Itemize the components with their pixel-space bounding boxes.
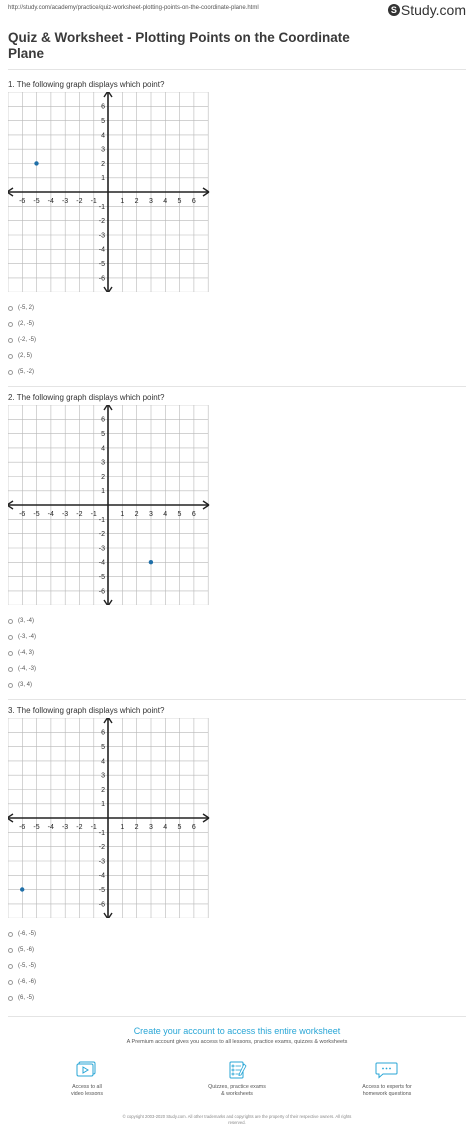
y-tick-label: -4	[98, 246, 105, 254]
feature-video-lessons	[32, 1060, 142, 1098]
x-tick-label: -3	[61, 198, 69, 205]
y-tick-label: -5	[98, 574, 105, 581]
y-tick-label: -5	[98, 887, 105, 894]
x-tick-label: 1	[120, 511, 125, 518]
radio-icon[interactable]	[8, 980, 13, 985]
option-label: (2, 5)	[18, 353, 33, 359]
x-tick-label: -5	[33, 198, 40, 205]
answer-option[interactable]	[8, 613, 36, 629]
y-tick-label: 3	[101, 459, 105, 467]
y-tick-label: 6	[101, 729, 105, 737]
y-tick-label: -4	[98, 559, 105, 567]
y-tick-label: 3	[101, 146, 105, 154]
y-tick-label: -2	[98, 844, 105, 852]
option-label: (2, -5)	[18, 321, 35, 327]
feature-quizzes	[182, 1060, 292, 1098]
x-tick-label: -1	[90, 511, 97, 518]
option-label: (6, -5)	[18, 995, 35, 1001]
x-tick-label: -6	[19, 198, 26, 205]
x-tick-label: 1	[120, 824, 125, 831]
x-tick-label: 5	[177, 511, 182, 518]
x-tick-label: -5	[33, 824, 40, 831]
radio-icon[interactable]	[8, 619, 13, 624]
y-tick-label: 4	[101, 445, 105, 453]
y-tick-label: -1	[98, 203, 105, 211]
x-tick-label: -4	[47, 198, 54, 205]
y-tick-label: 5	[101, 431, 105, 438]
radio-icon[interactable]	[8, 932, 13, 937]
question-divider	[8, 1016, 466, 1017]
y-tick-label: 6	[101, 103, 105, 111]
question-text: 1. The following graph displays which point?	[8, 80, 165, 89]
x-tick-label: 4	[163, 511, 168, 518]
option-label: (-4, 3)	[18, 650, 35, 656]
radio-icon[interactable]	[8, 667, 13, 672]
feature-text: Access to all video lessons	[70, 1084, 104, 1097]
cta-title[interactable]: Create your account to access this entire worksheet	[133, 1026, 341, 1036]
option-label: (-4, -3)	[18, 666, 36, 672]
answer-option[interactable]	[8, 645, 36, 661]
x-tick-label: 5	[177, 824, 182, 831]
y-tick-label: -3	[98, 545, 105, 553]
feature-experts	[332, 1060, 442, 1098]
y-tick-label: 1	[101, 488, 105, 496]
x-tick-label: 5	[177, 198, 182, 205]
x-tick-label: 2	[134, 511, 139, 518]
y-tick-label: 1	[101, 801, 105, 809]
y-tick-label: -1	[98, 516, 105, 524]
x-tick-label: 6	[191, 824, 196, 831]
x-tick-label: -1	[90, 824, 97, 831]
answer-option[interactable]	[8, 926, 36, 942]
y-tick-label: -2	[98, 218, 105, 226]
feature-text: Quizzes, practice exams & worksheets	[208, 1084, 266, 1097]
x-tick-label: -4	[47, 824, 54, 831]
y-tick-label: 2	[101, 473, 105, 481]
y-tick-label: -6	[98, 275, 105, 283]
answer-option[interactable]	[8, 300, 36, 316]
option-label: (3, 4)	[18, 682, 33, 688]
x-tick-label: -1	[90, 198, 97, 205]
x-tick-label: -3	[61, 824, 69, 831]
option-label: (-6, -6)	[18, 979, 36, 985]
y-tick-label: 1	[101, 175, 105, 183]
question-divider	[8, 699, 466, 700]
option-label: (3, -4)	[18, 618, 35, 624]
radio-icon[interactable]	[8, 370, 13, 375]
radio-icon[interactable]	[8, 306, 13, 311]
y-tick-label: -3	[98, 232, 105, 240]
answer-options	[8, 926, 36, 1006]
y-tick-label: -4	[98, 872, 105, 880]
answer-option[interactable]	[8, 629, 36, 645]
option-label: (-2, -5)	[18, 337, 36, 343]
question-text: 3. The following graph displays which point?	[8, 706, 165, 715]
answer-option[interactable]	[8, 332, 36, 348]
premium-cta	[0, 1026, 474, 1045]
option-label: (-6, -5)	[18, 931, 36, 937]
x-tick-label: 2	[134, 198, 139, 205]
y-tick-label: -3	[98, 858, 105, 866]
x-tick-label: -6	[19, 511, 26, 518]
x-tick-label: 3	[148, 511, 153, 518]
y-tick-label: 5	[101, 744, 105, 751]
x-tick-label: 6	[191, 511, 196, 518]
radio-icon[interactable]	[8, 996, 13, 1001]
answer-option[interactable]	[8, 348, 36, 364]
answer-option[interactable]	[8, 942, 36, 958]
radio-icon[interactable]	[8, 322, 13, 327]
coordinate-graph	[8, 92, 218, 292]
question-divider	[8, 386, 466, 387]
plotted-point	[20, 887, 24, 891]
option-label: (-5, 2)	[18, 305, 35, 311]
url-text: http://study.com/academy/practice/quiz-worksheet-plotting-points-on-the-coordinate-plane.html	[8, 5, 259, 11]
plotted-point	[34, 161, 38, 165]
radio-icon[interactable]	[8, 354, 13, 359]
video-lesson-icon	[75, 1060, 99, 1080]
y-tick-label: -6	[98, 901, 105, 909]
x-tick-label: 3	[148, 824, 153, 831]
y-tick-label: 4	[101, 132, 105, 140]
feature-list	[0, 1060, 474, 1098]
x-tick-label: -2	[76, 824, 83, 831]
answer-option[interactable]	[8, 661, 36, 677]
y-tick-label: -1	[98, 829, 105, 837]
coordinate-graph	[8, 718, 218, 918]
x-tick-label: 3	[148, 198, 153, 205]
x-tick-label: 4	[163, 198, 168, 205]
option-label: (5, -6)	[18, 947, 35, 953]
answer-option[interactable]	[8, 958, 36, 974]
question-text: 2. The following graph displays which point?	[8, 393, 165, 402]
y-tick-label: 5	[101, 118, 105, 125]
question-3	[8, 706, 448, 1001]
y-tick-label: 2	[101, 160, 105, 168]
radio-icon[interactable]	[8, 948, 13, 953]
page-title: Quiz & Worksheet - Plotting Points on the Coordinate Plane	[8, 30, 350, 61]
x-tick-label: -5	[33, 511, 40, 518]
radio-icon[interactable]	[8, 964, 13, 969]
feature-text: Access to experts for homework questions	[362, 1084, 412, 1097]
option-label: (-3, -4)	[18, 634, 36, 640]
answer-option[interactable]	[8, 364, 36, 380]
y-tick-label: 6	[101, 416, 105, 424]
answer-option[interactable]	[8, 974, 36, 990]
plotted-point	[149, 560, 153, 564]
x-tick-label: 1	[120, 198, 125, 205]
x-tick-label: -2	[76, 511, 83, 518]
logo-mark-icon: S	[388, 4, 400, 16]
answer-option[interactable]	[8, 316, 36, 332]
y-tick-label: -5	[98, 261, 105, 268]
chat-bubble-icon	[374, 1060, 400, 1080]
x-tick-label: 6	[191, 198, 196, 205]
answer-option[interactable]	[8, 990, 36, 1006]
question-2	[8, 393, 448, 688]
x-tick-label: -6	[19, 824, 26, 831]
radio-icon[interactable]	[8, 683, 13, 688]
option-label: (-5, -5)	[18, 963, 36, 969]
y-tick-label: 2	[101, 786, 105, 794]
x-tick-label: 4	[163, 824, 168, 831]
question-1	[8, 80, 448, 375]
x-tick-label: -2	[76, 198, 83, 205]
radio-icon[interactable]	[8, 338, 13, 343]
quiz-worksheet-icon	[225, 1060, 249, 1080]
answer-options	[8, 300, 36, 380]
answer-option[interactable]	[8, 677, 36, 693]
answer-options	[8, 613, 36, 693]
radio-icon[interactable]	[8, 635, 13, 640]
cta-subtitle: A Premium account gives you access to all lessons, practice exams, quizzes & worksheets	[126, 1039, 348, 1045]
option-label: (5, -2)	[18, 369, 35, 375]
x-tick-label: -4	[47, 511, 54, 518]
x-tick-label: -3	[61, 511, 69, 518]
coordinate-graph	[8, 405, 218, 605]
x-tick-label: 2	[134, 824, 139, 831]
copyright-footer: © copyright 2003-2020 Study.com. All other trademarks and copyrights are the property of their respective owners. All rights reserved.	[122, 1114, 352, 1125]
title-divider	[8, 69, 466, 70]
y-tick-label: -6	[98, 588, 105, 596]
study-logo[interactable]	[388, 2, 466, 18]
logo-text: Study.com	[400, 2, 466, 18]
y-tick-label: -2	[98, 531, 105, 539]
y-tick-label: 4	[101, 758, 105, 766]
radio-icon[interactable]	[8, 651, 13, 656]
y-tick-label: 3	[101, 772, 105, 780]
